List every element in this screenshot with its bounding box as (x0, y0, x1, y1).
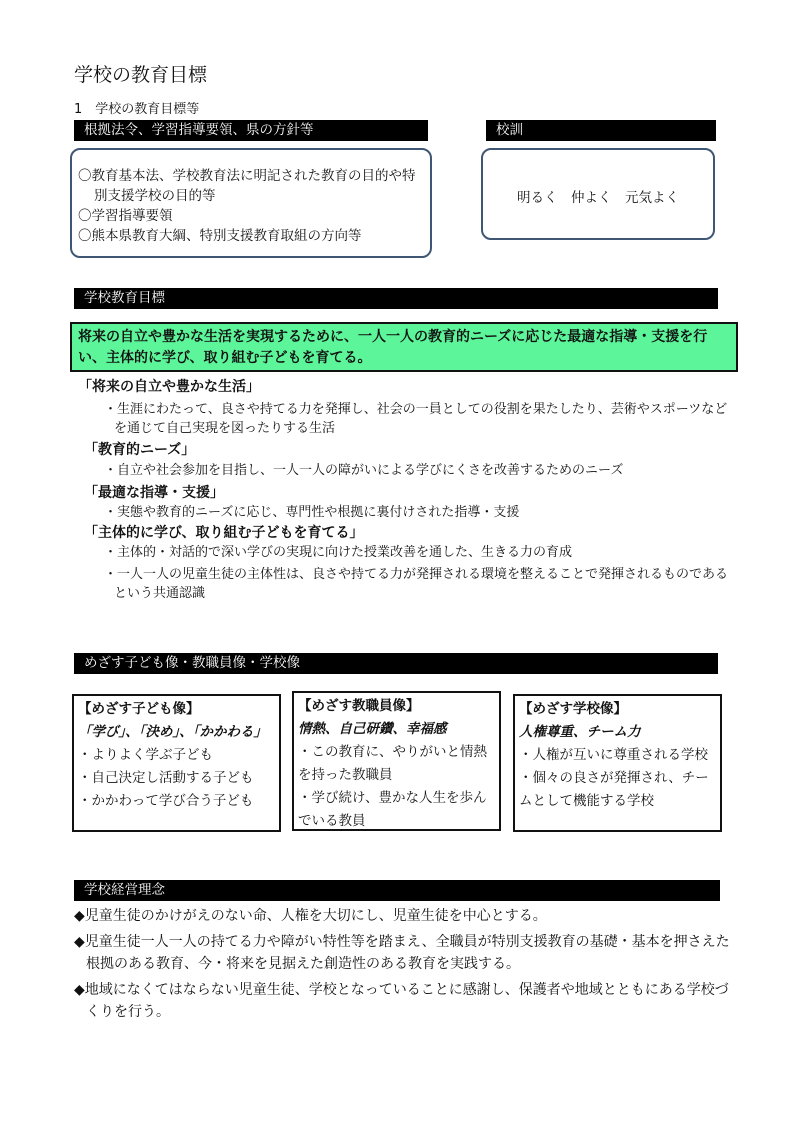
explanation-item: ・実態や教育的ニーズに応じ、専門性や根拠に裏付けされた指導・支援 (104, 505, 520, 520)
section-heading: 1 学校の教育目標等 (74, 102, 200, 117)
philosophy-list (74, 905, 734, 1023)
vision-item: ・個々の良さが発揮され、チームとして機能する学校 (519, 770, 709, 809)
goal-statement: 将来の自立や豊かな生活を実現するために、一人一人の教育的ニーズに応じた最適な指導・支援を行い、主体的に学び、取り組む子どもを育てる。 (70, 322, 738, 372)
motto-header: 校訓 (486, 120, 716, 141)
explanation-item: ・生涯にわたって、良さや持てる力を発揮し、社会の一員としての役割を果たしたり、芸術やスポーツなどを通じて自己実現を図ったりする生活 (104, 402, 728, 436)
basis-item: 〇教育基本法、学校教育法に明記された教育の目的や特別支援学校の目的等 (78, 168, 416, 204)
vision-box-title: 【めざす学校像】 (519, 701, 627, 717)
philosophy-header: 学校経営理念 (74, 880, 720, 901)
goal-explanation (104, 461, 734, 480)
vision-item: ・自己決定し活動する子ども (78, 770, 254, 786)
goal-keyword: 「主体的に学び、取り組む子どもを育てる」 (84, 525, 364, 541)
vision-item: ・この教育に、やりがいと情熱を持った教職員 (298, 744, 487, 783)
goal-explanation (104, 503, 734, 522)
goal-header: 学校教育目標 (74, 288, 718, 309)
vision-box-subtitle: 「学び」、「決め」、「かかわる」 (78, 724, 267, 740)
philosophy-item: ◆児童生徒一人一人の持てる力や障がい特性等を踏まえ、全職員が特別支援教育の基礎・基本を押さえた根拠のある教育、今・将来を見据えた創造性のある教育を実践する。 (74, 934, 730, 972)
vision-header: めざす子ども像・教職員像・学校像 (74, 653, 718, 674)
vision-box-subtitle: 人権尊重、チーム力 (519, 724, 641, 740)
explanation-item: ・一人一人の児童生徒の主体性は、良さや持てる力が発揮される環境を整えることで発揮されるものであるという共通認識 (104, 567, 729, 601)
philosophy-item: ◆地域になくてはならない児童生徒、学校となっていることに感謝し、保護者や地域とともにある学校づくりを行う。 (74, 982, 729, 1020)
goal-explanation (104, 400, 734, 438)
page-title: 学校の教育目標 (74, 64, 208, 86)
vision-box-title: 【めざす教職員像】 (298, 698, 420, 714)
motto-text: 明るく 仲よく 元気よく (517, 190, 679, 206)
school-vision-box (513, 694, 722, 832)
child-vision-box (72, 694, 281, 832)
explanation-item: ・自立や社会参加を目指し、一人一人の障がいによる学びにくさを改善するためのニーズ (104, 463, 624, 478)
explanation-item: ・主体的・対話的で深い学びの実現に向けた授業改善を通した、生きる力の育成 (104, 545, 573, 560)
basis-item: 〇学習指導要領 (78, 208, 173, 224)
goal-keyword: 「教育的ニーズ」 (84, 442, 196, 458)
vision-box-title: 【めざす子ども像】 (78, 701, 200, 717)
vision-item: ・学び続け、豊かな人生を歩んでいる教員 (298, 790, 487, 829)
staff-vision-box (292, 691, 501, 831)
basis-header: 根拠法令、学習指導要領、県の方針等 (74, 120, 428, 141)
vision-item: ・かかわって学び合う子ども (78, 793, 254, 809)
goal-explanation (104, 543, 734, 603)
basis-list (78, 166, 418, 246)
vision-item: ・よりよく学ぶ子ども (78, 747, 213, 763)
vision-item: ・人権が互いに尊重される学校 (519, 747, 708, 763)
goal-keyword: 「将来の自立や豊かな生活」 (78, 379, 260, 395)
goal-keyword: 「最適な指導・支援」 (84, 485, 224, 501)
basis-item: 〇熊本県教育大綱、特別支援教育取組の方向等 (78, 228, 362, 244)
vision-box-subtitle: 情熱、自己研鑽、幸福感 (298, 721, 447, 737)
philosophy-item: ◆児童生徒のかけがえのない命、人権を大切にし、児童生徒を中心とする。 (74, 908, 547, 924)
